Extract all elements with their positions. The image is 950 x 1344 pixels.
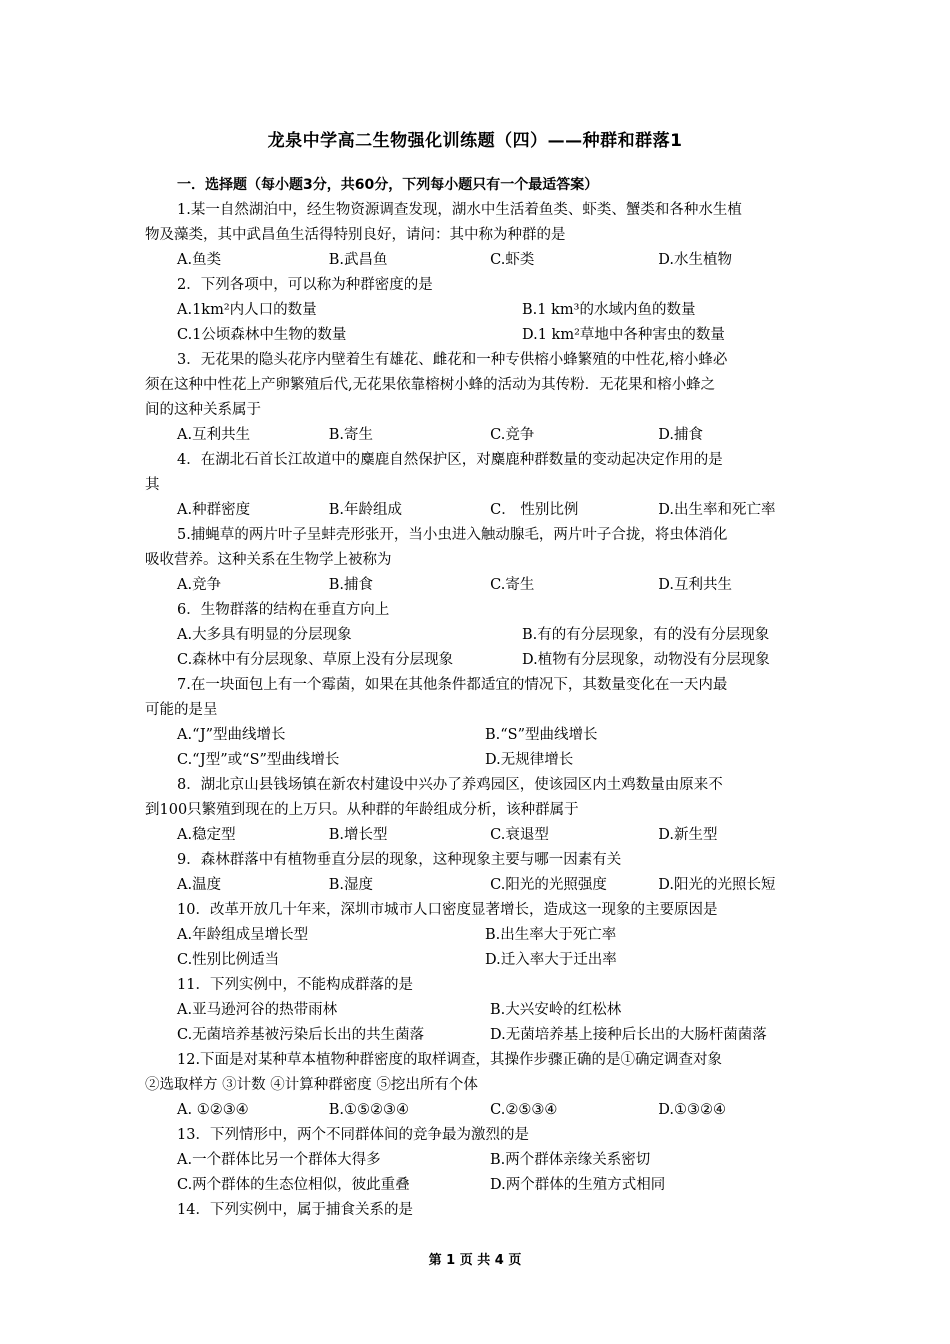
question-4-line-1: 4．在湖北石首长江故道中的麋鹿自然保护区，对麋鹿种群数量的变动起决定作用的是 [177, 452, 723, 468]
question-5-line-1: 5.捕蝇草的两片叶子呈蚌壳形张开，当小虫进入触动腺毛，两片叶子合拢，将虫体消化 [177, 527, 728, 543]
question-10-options-row-1 [145, 923, 810, 948]
option-a: A.一个群体比另一个群体大得多 [177, 1152, 381, 1168]
option-b: B.年龄组成 [328, 502, 403, 518]
question-5-options [145, 573, 810, 598]
option-a: A.1km²内人口的数量 [177, 302, 317, 318]
option-a: A.亚马逊河谷的热带雨林 [177, 1002, 338, 1018]
question-9-line-1: 9．森林群落中有植物垂直分层的现象，这种现象主要与哪一因素有关 [177, 852, 622, 868]
question-13-options-row-2 [145, 1173, 810, 1198]
option-b: B.两个群体亲缘关系密切 [490, 1152, 651, 1168]
option-c: C.②⑤③④ [490, 1102, 558, 1118]
question-7-options-row-1 [145, 723, 810, 748]
option-d: D.互利共生 [658, 577, 732, 593]
question-13-options-row-1 [145, 1148, 810, 1173]
question-10-line-1: 10．改革开放几十年来，深圳市城市人口密度显著增长，造成这一现象的主要原因是 [177, 902, 718, 918]
document-title: 龙泉中学高二生物强化训练题（四）——种群和群落1 [267, 131, 683, 151]
question-4-line-2: 其 [145, 477, 160, 493]
option-b: B.①⑤②③④ [328, 1102, 410, 1118]
question-11-options-row-2 [145, 1023, 810, 1048]
page-footer: 第 1 页 共 4 页 [428, 1253, 522, 1268]
option-b: B.1 km³的水域内鱼的数量 [522, 302, 696, 318]
question-3-line-2: 须在这种中性花上产卵繁殖后代,无花果依靠榕树小蜂的活动为其传粉．无花果和榕小蜂之 [145, 377, 716, 393]
option-d: D.无菌培养基上接种后长出的大肠杆菌菌落 [490, 1027, 767, 1043]
question-7-line-1: 7.在一块面包上有一个霉菌，如果在其他条件都适宜的情况下，其数量变化在一天内最 [177, 677, 728, 693]
question-8-options [145, 823, 810, 848]
option-a: A.温度 [177, 877, 222, 893]
option-d: D.无规律增长 [485, 752, 574, 768]
option-c: C.虾类 [490, 252, 535, 268]
question-8-line-2: 到100只繁殖到现在的上万只。从种群的年龄组成分析，该种群属于 [145, 802, 579, 818]
question-4-options [145, 498, 810, 523]
option-b: B.大兴安岭的红松林 [490, 1002, 622, 1018]
option-d: D.迁入率大于迁出率 [485, 952, 617, 968]
option-b: B.“S”型曲线增长 [485, 727, 598, 743]
option-c: C.1公顷森林中生物的数量 [177, 327, 347, 343]
question-10-options-row-2 [145, 948, 810, 973]
option-a: A.稳定型 [177, 827, 236, 843]
option-d: D.两个群体的生殖方式相同 [490, 1177, 666, 1193]
option-d: D.新生型 [658, 827, 718, 843]
option-c: C.无菌培养基被污染后长出的共生菌落 [177, 1027, 425, 1043]
option-c: C.竞争 [490, 427, 535, 443]
option-d: D.出生率和死亡率 [658, 502, 776, 518]
question-13-line-1: 13．下列情形中，两个不同群体间的竞争最为激烈的是 [177, 1127, 529, 1143]
option-d: D.①③②④ [658, 1102, 726, 1118]
option-a: A.互利共生 [177, 427, 251, 443]
option-a: A.种群密度 [177, 502, 251, 518]
option-d: D.捕食 [658, 427, 703, 443]
option-c: C.两个群体的生态位相似，彼此重叠 [177, 1177, 410, 1193]
option-c: C． 性别比例 [490, 502, 579, 518]
question-list [145, 173, 810, 1223]
question-7-line-2: 可能的是呈 [145, 702, 218, 718]
question-2-options-row-1 [145, 298, 810, 323]
question-2-options-row-2 [145, 323, 810, 348]
option-c: C.衰退型 [490, 827, 549, 843]
option-c: C.性别比例适当 [177, 952, 280, 968]
option-b: B.有的有分层现象，有的没有分层现象 [522, 627, 770, 643]
question-8-line-1: 8．湖北京山县钱场镇在新农村建设中兴办了养鸡园区，使该园区内土鸡数量由原来不 [177, 777, 723, 793]
option-b: B.捕食 [328, 577, 374, 593]
section-heading: 一．选择题（每小题3分，共60分，下列每小题只有一个最适答案） [177, 177, 599, 193]
question-6-options-row-2 [145, 648, 810, 673]
option-a: A.大多具有明显的分层现象 [177, 627, 352, 643]
option-a: A.年龄组成呈增长型 [177, 927, 309, 943]
question-11-line-1: 11．下列实例中，不能构成群落的是 [177, 977, 413, 993]
question-14-line-1: 14．下列实例中，属于捕食关系的是 [177, 1202, 413, 1218]
option-b: B.出生率大于死亡率 [485, 927, 617, 943]
question-2-line-1: 2．下列各项中，可以称为种群密度的是 [177, 277, 433, 293]
question-12-line-2: ②选取样方 ③计数 ④计算种群密度 ⑤挖出所有个体 [145, 1077, 478, 1093]
option-c: C.寄生 [490, 577, 535, 593]
question-12-line-1: 12.下面是对某种草本植物种群密度的取样调查，其操作步骤正确的是①确定调查对象 [177, 1052, 723, 1068]
option-a: A. ①②③④ [177, 1102, 249, 1118]
question-12-options [145, 1098, 810, 1123]
question-3-line-3: 间的这种关系属于 [145, 402, 261, 418]
question-5-line-2: 吸收营养。这种关系在生物学上被称为 [145, 552, 392, 568]
option-c: C.“J型”或“S”型曲线增长 [177, 752, 340, 768]
option-c: C.阳光的光照强度 [490, 877, 607, 893]
question-11-options-row-1 [145, 998, 810, 1023]
option-d: D.阳光的光照长短 [658, 877, 776, 893]
option-c: C.森林中有分层现象、草原上没有分层现象 [177, 652, 454, 668]
question-1-line-1: 1.某一自然湖泊中，经生物资源调查发现，湖水中生活着鱼类、虾类、蟹类和各种水生植 [177, 202, 742, 218]
option-a: A.鱼类 [177, 252, 222, 268]
question-3-options [145, 423, 810, 448]
option-b: B.增长型 [328, 827, 388, 843]
option-d: D.植物有分层现象，动物没有分层现象 [522, 652, 770, 668]
question-6-options-row-1 [145, 623, 810, 648]
option-a: A.竞争 [177, 577, 222, 593]
question-3-line-1: 3．无花果的隐头花序内壁着生有雄花、雌花和一种专供榕小蜂繁殖的中性花,榕小蜂必 [177, 352, 728, 368]
question-1-line-2: 物及藻类，其中武昌鱼生活得特别良好，请问：其中称为种群的是 [145, 227, 566, 243]
option-b: B.湿度 [328, 877, 374, 893]
option-d: D.1 km²草地中各种害虫的数量 [522, 327, 725, 343]
question-6-line-1: 6．生物群落的结构在垂直方向上 [177, 602, 390, 618]
option-d: D.水生植物 [658, 252, 732, 268]
option-b: B.武昌鱼 [328, 252, 388, 268]
option-b: B.寄生 [328, 427, 374, 443]
question-7-options-row-2 [145, 748, 810, 773]
question-1-options [145, 248, 810, 273]
option-a: A.“J”型曲线增长 [177, 727, 286, 743]
question-9-options [145, 873, 810, 898]
